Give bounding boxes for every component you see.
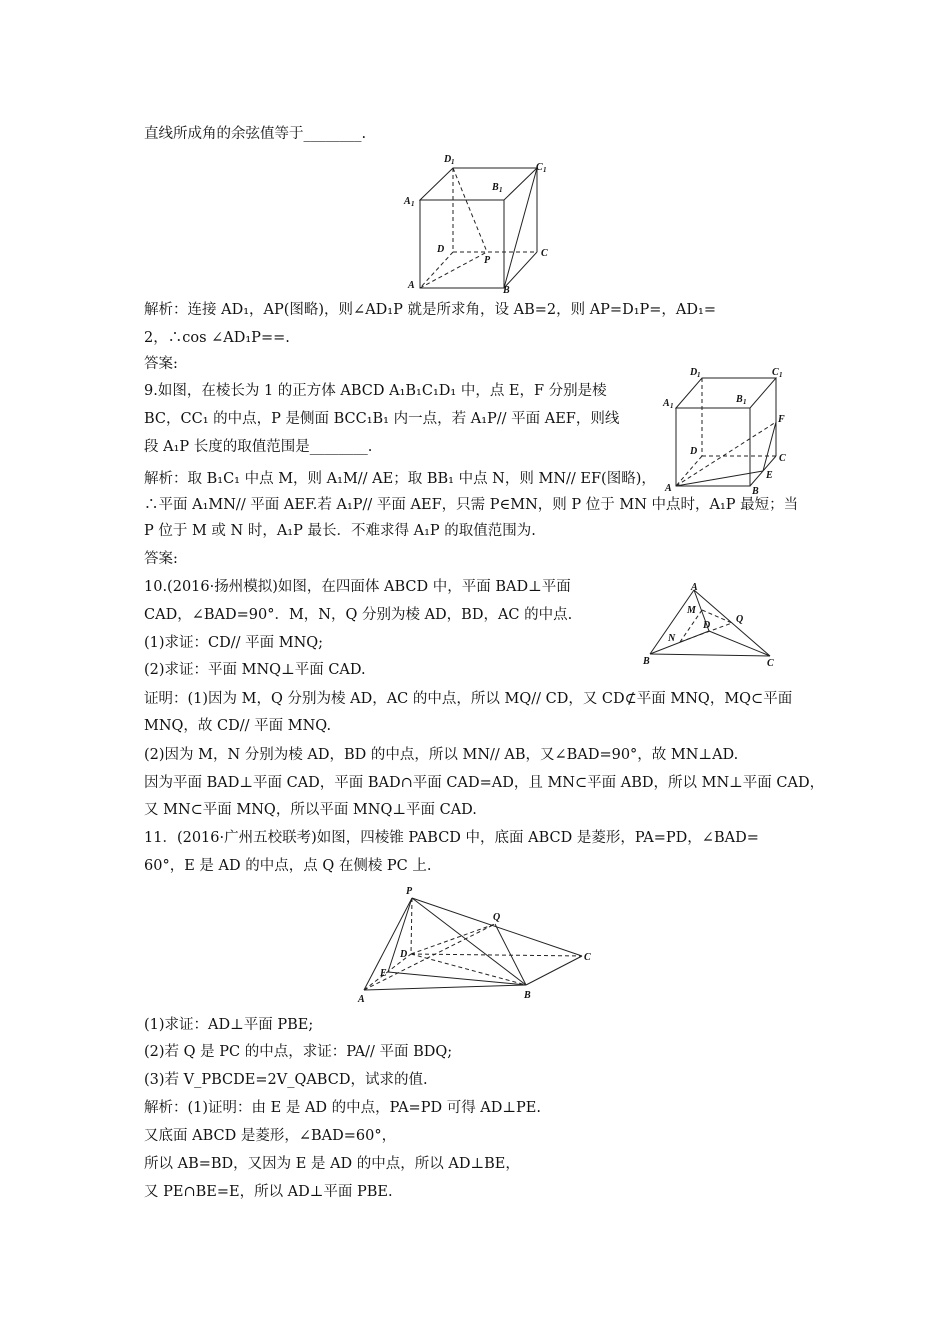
text-line: P 位于 M 或 N 时，A₁P 最长．不难求得 A₁P 的取值范围为. — [144, 523, 536, 539]
svg-text:1: 1 — [697, 371, 701, 379]
text-line: MNQ，故 CD// 平面 MNQ. — [144, 718, 332, 734]
label-A1: A — [404, 196, 411, 207]
svg-text:1: 1 — [743, 398, 747, 406]
text-line: 解析：(1)证明：由 E 是 AD 的中点，PA=PD 可得 AD⊥PE. — [144, 1100, 541, 1116]
svg-text:1: 1 — [411, 200, 415, 208]
svg-text:Q: Q — [736, 614, 744, 625]
svg-text:P: P — [406, 886, 413, 897]
svg-text:1: 1 — [451, 158, 455, 166]
text-line: (2)因为 M，N 分别为棱 AD，BD 的中点，所以 MN// AB，又∠BAD=90°，故 MN⊥AD. — [144, 747, 739, 763]
svg-text:C: C — [584, 952, 591, 963]
svg-text:D: D — [690, 367, 698, 378]
svg-text:Q: Q — [493, 912, 501, 923]
svg-text:E: E — [380, 968, 387, 979]
label-B1: B — [492, 182, 499, 193]
text-line: 段 A₁P 长度的取值范围是________. — [144, 439, 373, 455]
svg-text:D: D — [690, 446, 698, 457]
text-line: 答案: — [144, 356, 178, 372]
svg-text:1: 1 — [499, 186, 503, 194]
text-line: (3)若 V_PBCDE=2V_QABCD，试求的值. — [144, 1072, 428, 1088]
label-P: P — [484, 255, 491, 266]
text-line: 10.(2016·扬州模拟)如图，在四面体 ABCD 中，平面 BAD⊥平面 — [144, 579, 571, 595]
svg-text:B: B — [643, 656, 650, 667]
text-line: 60°，E 是 AD 的中点，点 Q 在侧棱 PC 上. — [144, 858, 432, 874]
svg-text:1: 1 — [779, 371, 783, 379]
text-line: 又底面 ABCD 是菱形，∠BAD=60°， — [144, 1128, 397, 1144]
svg-text:C: C — [772, 367, 779, 378]
cube-figure-1 — [400, 148, 560, 294]
pyramid-figure — [350, 880, 600, 1010]
svg-text:F: F — [778, 414, 785, 425]
svg-text:A: A — [665, 483, 672, 494]
svg-text:A: A — [691, 582, 698, 593]
text-line: (1)求证：AD⊥平面 PBE; — [144, 1017, 314, 1033]
text-line: 又 MN⊂平面 MNQ，所以平面 MNQ⊥平面 CAD. — [144, 802, 477, 818]
svg-text:A: A — [663, 398, 670, 409]
label-C1: C — [536, 162, 543, 173]
label-B: B — [503, 285, 510, 294]
tetrahedron-figure — [640, 580, 785, 670]
svg-text:A: A — [358, 994, 365, 1005]
svg-text:B: B — [524, 990, 531, 1001]
text-line: 直线所成角的余弦值等于________. — [144, 126, 367, 142]
cube1-top-face — [420, 168, 537, 200]
text-line: (1)求证：CD// 平面 MNQ; — [144, 635, 324, 651]
svg-text:D: D — [703, 620, 711, 631]
svg-text:N: N — [668, 633, 676, 644]
label-C: C — [541, 248, 548, 259]
text-line: 答案: — [144, 551, 178, 567]
text-line: 11．(2016·广州五校联考)如图，四棱锥 PABCD 中，底面 ABCD 是菱形，PA=PD，∠BAD= — [144, 830, 759, 846]
text-line: ∴平面 A₁MN// 平面 AEF.若 A₁P// 平面 AEF，只需 P∈MN，则 P 位于 MN 中点时，A₁P 最短；当 — [144, 497, 799, 513]
label-D: D — [437, 244, 445, 255]
svg-text:M: M — [687, 605, 696, 616]
text-line: 2，∴cos ∠AD₁P==. — [144, 330, 290, 346]
svg-text:C: C — [779, 453, 786, 464]
svg-text:B: B — [736, 394, 743, 405]
svg-text:B: B — [752, 486, 759, 496]
text-line: 因为平面 BAD⊥平面 CAD，平面 BAD∩平面 CAD=AD，且 MN⊂平面 ABD，所以 MN⊥平面 CAD， — [144, 775, 825, 791]
text-line: 9.如图，在棱长为 1 的正方体 ABCD A₁B₁C₁D₁ 中，点 E，F 分别是棱 — [144, 383, 607, 399]
text-line: CAD，∠BAD=90°．M，N，Q 分别为棱 AD，BD，AC 的中点. — [144, 607, 573, 623]
label-A: A — [408, 280, 415, 291]
text-line: 解析：取 B₁C₁ 中点 M，则 A₁M// AE；取 BB₁ 中点 N，则 MN// EF(图略)， — [144, 471, 656, 487]
svg-text:1: 1 — [670, 402, 674, 410]
svg-text:E: E — [766, 470, 773, 481]
cube-figure-2 — [662, 364, 800, 496]
svg-text:D: D — [400, 949, 408, 960]
svg-text:C: C — [767, 658, 774, 669]
label-D1: D — [444, 154, 452, 165]
svg-text:1: 1 — [543, 166, 547, 174]
text-line: BC，CC₁ 的中点，P 是侧面 BCC₁B₁ 内一点，若 A₁P// 平面 AEF，则线 — [144, 411, 620, 427]
text-line: (2)求证：平面 MNQ⊥平面 CAD. — [144, 662, 366, 678]
text-line: 所以 AB=BD，又因为 E 是 AD 的中点，所以 AD⊥BE， — [144, 1156, 520, 1172]
text-line: 又 PE∩BE=E，所以 AD⊥平面 PBE. — [144, 1184, 393, 1200]
text-line: (2)若 Q 是 PC 的中点，求证：PA// 平面 BDQ; — [144, 1044, 453, 1060]
text-line: 解析：连接 AD₁，AP(图略)，则∠AD₁P 就是所求角，设 AB=2，则 AP=D₁P=，AD₁= — [144, 302, 716, 318]
text-line: 证明：(1)因为 M，Q 分别为棱 AD，AC 的中点，所以 MQ// CD，又 CD⊄平面 MNQ，MQ⊂平面 — [144, 691, 793, 707]
